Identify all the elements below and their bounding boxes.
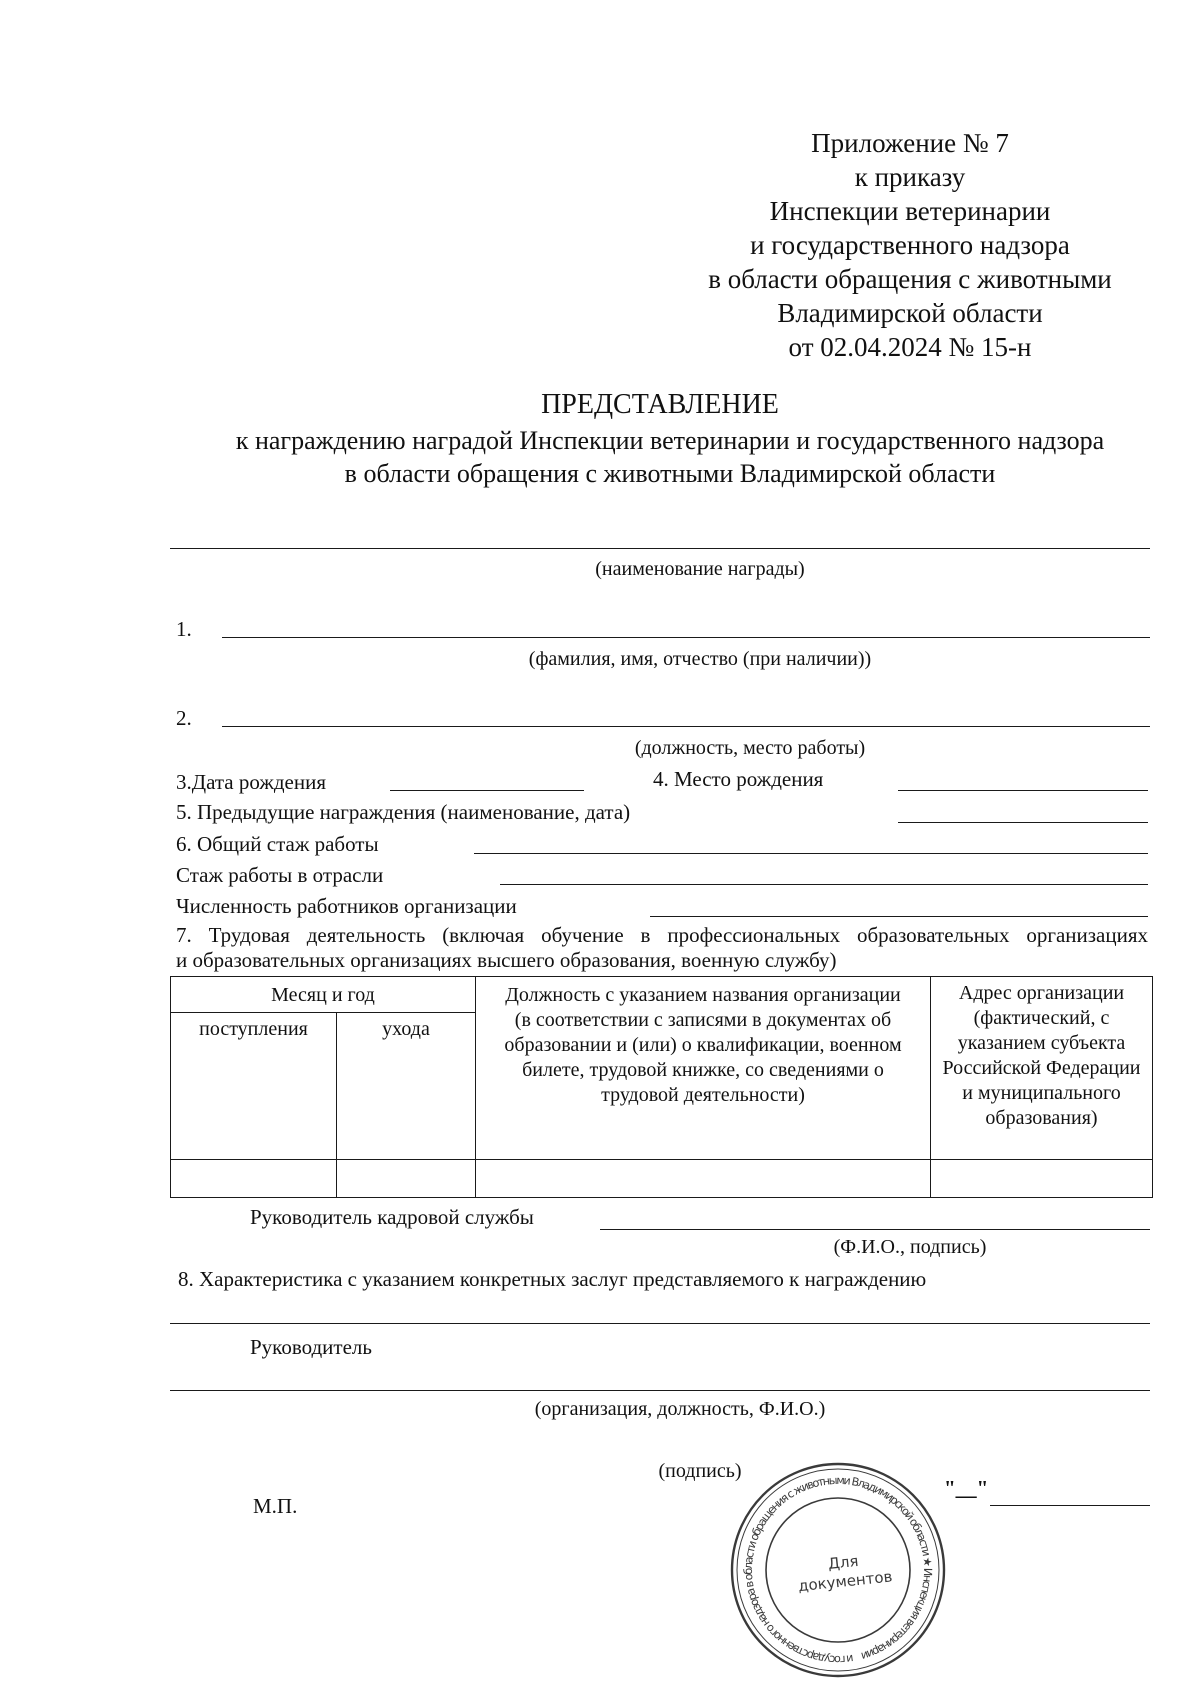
- stamp-place-label: М.П.: [253, 1494, 298, 1518]
- seal-center-line-1: Для: [827, 1551, 860, 1573]
- address-header: Адрес организации (фактический, с указанием субъекта Российской Федерации и муниципального образования): [931, 977, 1153, 1160]
- employee-count-line[interactable]: [650, 916, 1148, 917]
- appendix-line: Инспекции ветеринарии: [769, 196, 1051, 226]
- field-1-number: 1.: [176, 617, 192, 641]
- address-cell[interactable]: [931, 1160, 1153, 1198]
- previous-awards-label: 5. Предыдущие награждения (наименование, дата): [176, 800, 631, 824]
- exit-header: ухода: [337, 1013, 476, 1160]
- merits-line[interactable]: [170, 1323, 1150, 1324]
- appendix-line: Приложение № 7: [811, 128, 1009, 158]
- month-year-header: Месяц и год: [171, 977, 476, 1013]
- seal-center-line-2: документов: [797, 1567, 894, 1596]
- industry-experience-label: Стаж работы в отрасли: [176, 863, 384, 887]
- birth-place-label: 4. Место рождения: [653, 767, 824, 791]
- previous-awards-line[interactable]: [898, 822, 1148, 823]
- head-label: Руководитель: [250, 1335, 372, 1359]
- seal-ring-text: и государственного надзора в области обращения с животными Владимирской области ★ Инспекция ветеринарии: [741, 1473, 935, 1667]
- document-subtitle: [120, 424, 1200, 490]
- subtitle-line: в области обращения с животными Владимирской области: [344, 459, 996, 488]
- signature-hint: (подпись): [658, 1460, 742, 1482]
- table-row: [171, 1160, 1153, 1198]
- work-history-table: [170, 976, 1153, 1198]
- official-seal: [728, 1460, 948, 1680]
- hr-head-hint: (Ф.И.О., подпись): [833, 1236, 987, 1258]
- appendix-line: в области обращения с животными: [708, 264, 1112, 294]
- field-2-number: 2.: [176, 706, 192, 730]
- document-title: ПРЕДСТАВЛЕНИЕ: [541, 389, 779, 420]
- date-quotes: "__": [944, 1476, 989, 1500]
- entry-cell[interactable]: [171, 1160, 337, 1198]
- exit-cell[interactable]: [337, 1160, 476, 1198]
- head-hint: (организация, должность, Ф.И.О.): [534, 1398, 826, 1420]
- work-history-label: [176, 922, 1148, 948]
- position-workplace-line[interactable]: [222, 726, 1150, 727]
- full-name-line[interactable]: [222, 637, 1150, 638]
- employee-count-label: Численность работников организации: [176, 894, 517, 918]
- total-experience-label: 6. Общий стаж работы: [176, 832, 379, 856]
- merits-label: 8. Характеристика с указанием конкретных заслуг представляемого к награждению: [178, 1267, 927, 1291]
- work-history-label-2: и образовательных организациях высшего образования, военную службу): [176, 948, 837, 972]
- subtitle-line: к награждению наградой Инспекции ветеринарии и государственного надзора: [235, 426, 1105, 455]
- entry-header: поступления: [171, 1013, 337, 1160]
- work-history-line-1: 7. Трудовая деятельность (включая обучение в профессиональных образовательных организациях: [176, 923, 1148, 947]
- award-name-hint: (наименование награды): [595, 558, 805, 580]
- full-name-hint: (фамилия, имя, отчество (при наличии)): [528, 648, 872, 670]
- position-cell[interactable]: [476, 1160, 931, 1198]
- date-line[interactable]: [990, 1505, 1150, 1506]
- birth-date-label: 3.Дата рождения: [176, 770, 326, 794]
- appendix-line: и государственного надзора: [750, 230, 1070, 260]
- appendix-line: Владимирской области: [777, 298, 1043, 328]
- total-experience-line[interactable]: [474, 853, 1148, 854]
- hr-head-label: Руководитель кадровой службы: [250, 1205, 534, 1229]
- birth-date-line[interactable]: [390, 790, 584, 791]
- appendix-line: от 02.04.2024 № 15-н: [788, 332, 1032, 362]
- position-header: Должность с указанием названия организации (в соответствии с записями в документах об образовании и (или) о квалификации, военном билете, трудовой книжке, со сведениями о трудовой деятельности): [476, 977, 931, 1160]
- appendix-line: к приказу: [854, 162, 966, 192]
- industry-experience-line[interactable]: [500, 884, 1148, 885]
- award-name-line[interactable]: [170, 548, 1150, 549]
- position-workplace-hint: (должность, место работы): [634, 737, 866, 759]
- appendix-header: [680, 126, 1140, 364]
- birth-place-line[interactable]: [898, 790, 1148, 791]
- hr-head-signature-line[interactable]: [600, 1229, 1150, 1230]
- head-line[interactable]: [170, 1390, 1150, 1391]
